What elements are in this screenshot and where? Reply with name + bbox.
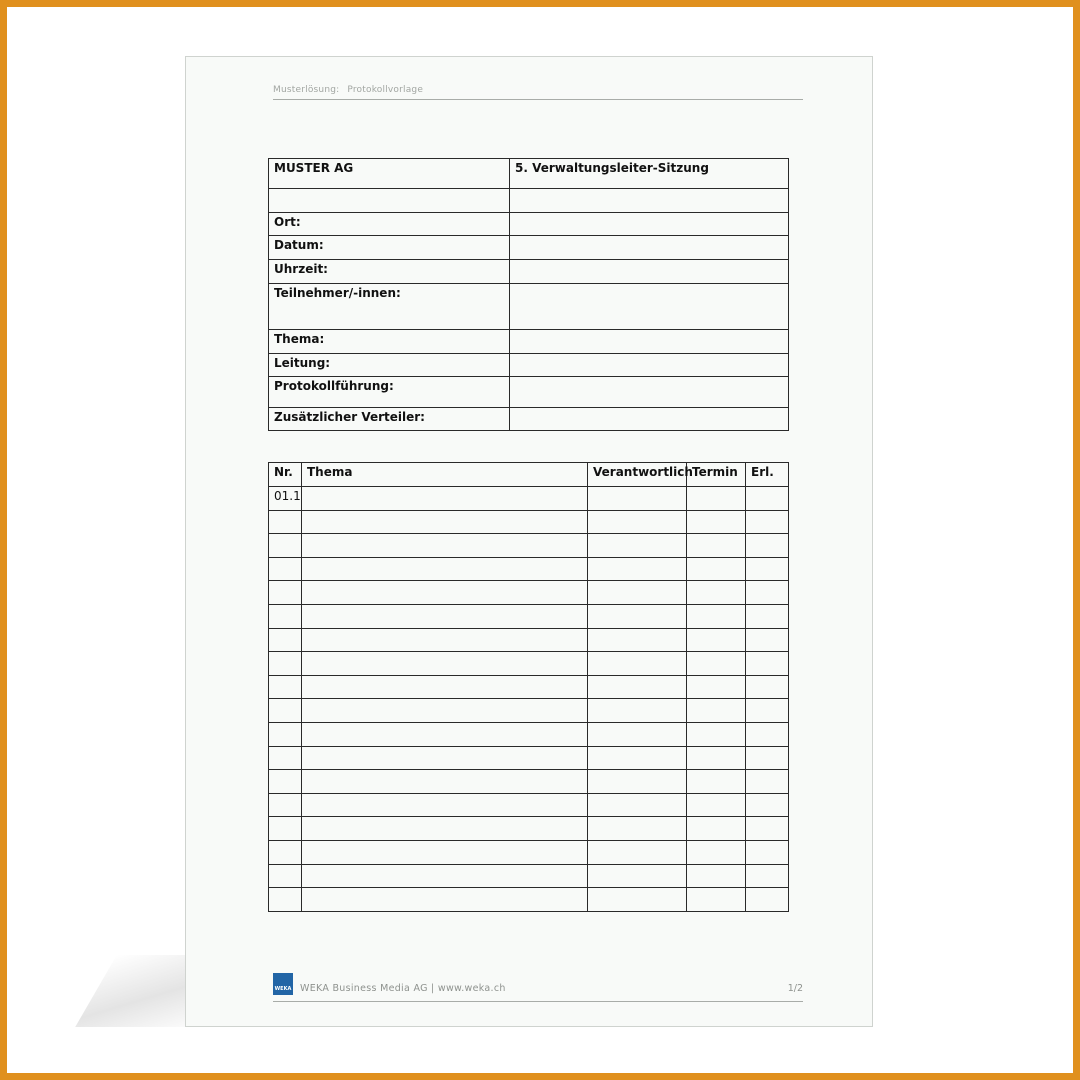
cell-termin[interactable] — [687, 699, 746, 723]
footer-text[interactable]: WEKA Business Media AG | www.weka.ch — [300, 983, 506, 994]
cell-termin[interactable] — [687, 864, 746, 888]
cell-nr[interactable] — [269, 604, 302, 628]
cell-thema[interactable] — [302, 557, 588, 581]
info-row — [269, 260, 789, 284]
cell-verantwortlich[interactable] — [588, 604, 687, 628]
cell-verantwortlich[interactable] — [588, 652, 687, 676]
table-row — [269, 652, 789, 676]
cell-verantwortlich[interactable] — [588, 557, 687, 581]
cell-nr[interactable] — [269, 557, 302, 581]
cell-verantwortlich[interactable] — [588, 888, 687, 912]
cell-termin[interactable] — [687, 746, 746, 770]
cell-nr[interactable]: 01.1 — [269, 487, 302, 511]
info-value-verteiler[interactable] — [510, 408, 789, 431]
cell-verantwortlich[interactable] — [588, 840, 687, 864]
info-value-ort[interactable] — [510, 213, 789, 236]
cell-termin[interactable] — [687, 675, 746, 699]
page-footer — [273, 973, 803, 1002]
table-row — [269, 581, 789, 605]
cell-verantwortlich[interactable] — [588, 793, 687, 817]
cell-termin[interactable] — [687, 652, 746, 676]
cell-thema[interactable] — [302, 652, 588, 676]
table-row — [269, 770, 789, 794]
cell-thema[interactable] — [302, 722, 588, 746]
cell-verantwortlich[interactable] — [588, 770, 687, 794]
cell-nr[interactable] — [269, 840, 302, 864]
table-row — [269, 699, 789, 723]
cell-termin[interactable] — [687, 510, 746, 534]
cell-thema[interactable] — [302, 888, 588, 912]
cell-termin[interactable] — [687, 604, 746, 628]
weka-logo — [273, 973, 293, 995]
cell-thema[interactable] — [302, 793, 588, 817]
cell-verantwortlich[interactable] — [588, 628, 687, 652]
table-row — [269, 510, 789, 534]
cell-thema[interactable] — [302, 604, 588, 628]
info-label-datum: Datum: — [269, 236, 510, 260]
cell-erl[interactable] — [746, 864, 789, 888]
cell-termin[interactable] — [687, 793, 746, 817]
table-row — [269, 534, 789, 558]
cell-nr[interactable] — [269, 793, 302, 817]
cell-termin[interactable] — [687, 817, 746, 841]
cell-erl[interactable] — [746, 699, 789, 723]
cell-nr[interactable] — [269, 628, 302, 652]
cell-erl[interactable] — [746, 604, 789, 628]
cell-verantwortlich[interactable] — [588, 487, 687, 511]
table-row — [269, 628, 789, 652]
table-row — [269, 817, 789, 841]
table-row — [269, 722, 789, 746]
company-name: MUSTER AG — [269, 159, 510, 189]
cell-erl[interactable] — [746, 652, 789, 676]
cell-thema[interactable] — [302, 746, 588, 770]
table-row — [269, 675, 789, 699]
table-row — [269, 793, 789, 817]
cell-thema[interactable] — [302, 864, 588, 888]
cell-erl[interactable] — [746, 817, 789, 841]
running-header — [273, 85, 803, 100]
cell-thema[interactable] — [302, 699, 588, 723]
cell-verantwortlich[interactable] — [588, 581, 687, 605]
task-body — [269, 487, 789, 912]
header-left: Musterlösung: — [273, 85, 340, 95]
table-row — [269, 746, 789, 770]
cell-nr[interactable] — [269, 581, 302, 605]
cell-thema[interactable] — [302, 581, 588, 605]
cell-erl[interactable] — [746, 793, 789, 817]
cell-termin[interactable] — [687, 628, 746, 652]
cell-erl[interactable] — [746, 746, 789, 770]
cell-nr[interactable] — [269, 746, 302, 770]
cell-verantwortlich[interactable] — [588, 746, 687, 770]
cell-nr[interactable] — [269, 722, 302, 746]
info-label-verteiler: Zusätzlicher Verteiler: — [269, 408, 510, 431]
info-value-teilnehmer[interactable] — [510, 284, 789, 330]
info-row — [269, 330, 789, 354]
cell-thema[interactable] — [302, 840, 588, 864]
cell-termin[interactable] — [687, 534, 746, 558]
cell-verantwortlich[interactable] — [588, 510, 687, 534]
info-value-protokoll[interactable] — [510, 377, 789, 408]
cell-nr[interactable] — [269, 534, 302, 558]
table-row — [269, 487, 789, 511]
task-table — [268, 462, 789, 912]
info-row — [269, 354, 789, 377]
cell-termin[interactable] — [687, 770, 746, 794]
info-row — [269, 284, 789, 330]
cell-nr[interactable] — [269, 817, 302, 841]
info-label-teilnehmer: Teilnehmer/-innen: — [269, 284, 510, 330]
col-header-nr: Nr. — [269, 463, 302, 487]
cell-termin[interactable] — [687, 581, 746, 605]
cell-erl[interactable] — [746, 770, 789, 794]
info-label-ort: Ort: — [269, 213, 510, 236]
col-header-verantwortlich: Verantwortlich — [588, 463, 687, 487]
cell-erl[interactable] — [746, 722, 789, 746]
info-row — [269, 189, 789, 213]
cell-erl[interactable] — [746, 628, 789, 652]
cell-nr[interactable] — [269, 699, 302, 723]
cell-nr[interactable] — [269, 510, 302, 534]
info-label-protokoll: Protokollführung: — [269, 377, 510, 408]
cell-verantwortlich[interactable] — [588, 675, 687, 699]
cell-thema[interactable] — [302, 510, 588, 534]
cell-verantwortlich[interactable] — [588, 722, 687, 746]
info-value[interactable] — [510, 189, 789, 213]
col-header-erl: Erl. — [746, 463, 789, 487]
cell-erl[interactable] — [746, 581, 789, 605]
info-title-row — [269, 159, 789, 189]
col-header-termin: Termin — [687, 463, 746, 487]
info-value-leitung[interactable] — [510, 354, 789, 377]
cell-erl[interactable] — [746, 888, 789, 912]
cell-nr[interactable] — [269, 652, 302, 676]
cell-termin[interactable] — [687, 840, 746, 864]
table-row — [269, 604, 789, 628]
cell-erl[interactable] — [746, 534, 789, 558]
info-label-leitung: Leitung: — [269, 354, 510, 377]
cell-erl[interactable] — [746, 487, 789, 511]
cell-thema[interactable] — [302, 770, 588, 794]
header-right: Protokollvorlage — [347, 85, 424, 95]
cell-erl[interactable] — [746, 510, 789, 534]
cell-thema[interactable] — [302, 487, 588, 511]
info-value-datum[interactable] — [510, 236, 789, 260]
task-header-row — [269, 463, 789, 487]
cell-verantwortlich[interactable] — [588, 817, 687, 841]
cell-thema[interactable] — [302, 675, 588, 699]
cell-termin[interactable] — [687, 888, 746, 912]
info-row — [269, 213, 789, 236]
cell-termin[interactable] — [687, 557, 746, 581]
cell-termin[interactable] — [687, 722, 746, 746]
cell-nr[interactable] — [269, 675, 302, 699]
cell-verantwortlich[interactable] — [588, 534, 687, 558]
document-page — [185, 56, 873, 1027]
table-row — [269, 557, 789, 581]
cell-termin[interactable] — [687, 487, 746, 511]
table-row — [269, 840, 789, 864]
cell-thema[interactable] — [302, 817, 588, 841]
cell-erl[interactable] — [746, 840, 789, 864]
info-label — [269, 189, 510, 213]
meeting-info-table — [268, 158, 789, 431]
table-row — [269, 864, 789, 888]
cell-verantwortlich[interactable] — [588, 699, 687, 723]
cell-verantwortlich[interactable] — [588, 864, 687, 888]
cell-nr[interactable] — [269, 864, 302, 888]
logo-text: WEKA — [274, 986, 292, 992]
meeting-title: 5. Verwaltungsleiter-Sitzung — [510, 159, 789, 189]
info-value-uhrzeit[interactable] — [510, 260, 789, 284]
cell-nr[interactable] — [269, 888, 302, 912]
info-row — [269, 236, 789, 260]
page-number: 1/2 — [787, 983, 803, 994]
cell-thema[interactable] — [302, 534, 588, 558]
cell-nr[interactable] — [269, 770, 302, 794]
col-header-thema: Thema — [302, 463, 588, 487]
cell-erl[interactable] — [746, 557, 789, 581]
info-row — [269, 377, 789, 408]
table-row — [269, 888, 789, 912]
info-value-thema[interactable] — [510, 330, 789, 354]
info-row — [269, 408, 789, 431]
info-label-thema: Thema: — [269, 330, 510, 354]
info-label-uhrzeit: Uhrzeit: — [269, 260, 510, 284]
cell-erl[interactable] — [746, 675, 789, 699]
cell-thema[interactable] — [302, 628, 588, 652]
